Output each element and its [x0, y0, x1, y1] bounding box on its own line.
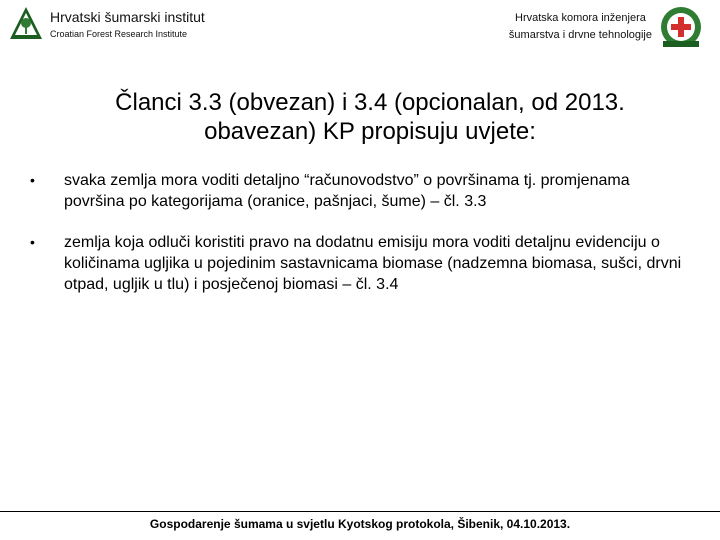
bullet-marker: •	[30, 234, 35, 250]
bullet-text: svaka zemlja mora voditi detaljno “računovodstvo” o površinama tj. promjenama površina po kategorijama (oranice, pašnjaci, šume) – čl. 3.3	[64, 172, 630, 210]
left-institute-name: Hrvatski šumarski institut	[50, 9, 205, 25]
bullet-marker: •	[30, 172, 35, 188]
slide-title: Članci 3.3 (obvezan) i 3.4 (opcionalan, od 2013. obavezan) KP propisuju uvjete:	[115, 89, 625, 145]
left-logo	[9, 6, 43, 40]
forest-chamber-emblem-icon	[657, 5, 705, 49]
tree-triangle-logo-icon	[9, 6, 43, 40]
left-institute-block	[50, 9, 205, 40]
bullet-item	[30, 170, 690, 212]
bullet-text: zemlja koja odluči koristiti pravo na dodatnu emisiju mora voditi detaljnu evidenciju o količinama ugljika u pojedinim sastavnicama biomase (nadzemna biomasa, sušci, drvni otpad, ugljik u tlu) i posječenoj biomasi – čl. 3.4	[64, 234, 682, 293]
left-institute-subtitle: Croatian Forest Research Institute	[50, 29, 188, 39]
bullet-item	[30, 232, 690, 295]
bullet-list	[30, 170, 690, 315]
footer-divider	[0, 511, 720, 512]
right-institute-line1: Hrvatska komora inženjera	[515, 12, 646, 24]
right-institute-line2: šumarstva i drvne tehnologije	[508, 29, 652, 41]
right-logo	[657, 5, 705, 49]
footer-text: Gospodarenje šumama u svjetlu Kyotskog protokola, Šibenik, 04.10.2013.	[149, 517, 571, 531]
right-institute-block	[509, 10, 652, 44]
